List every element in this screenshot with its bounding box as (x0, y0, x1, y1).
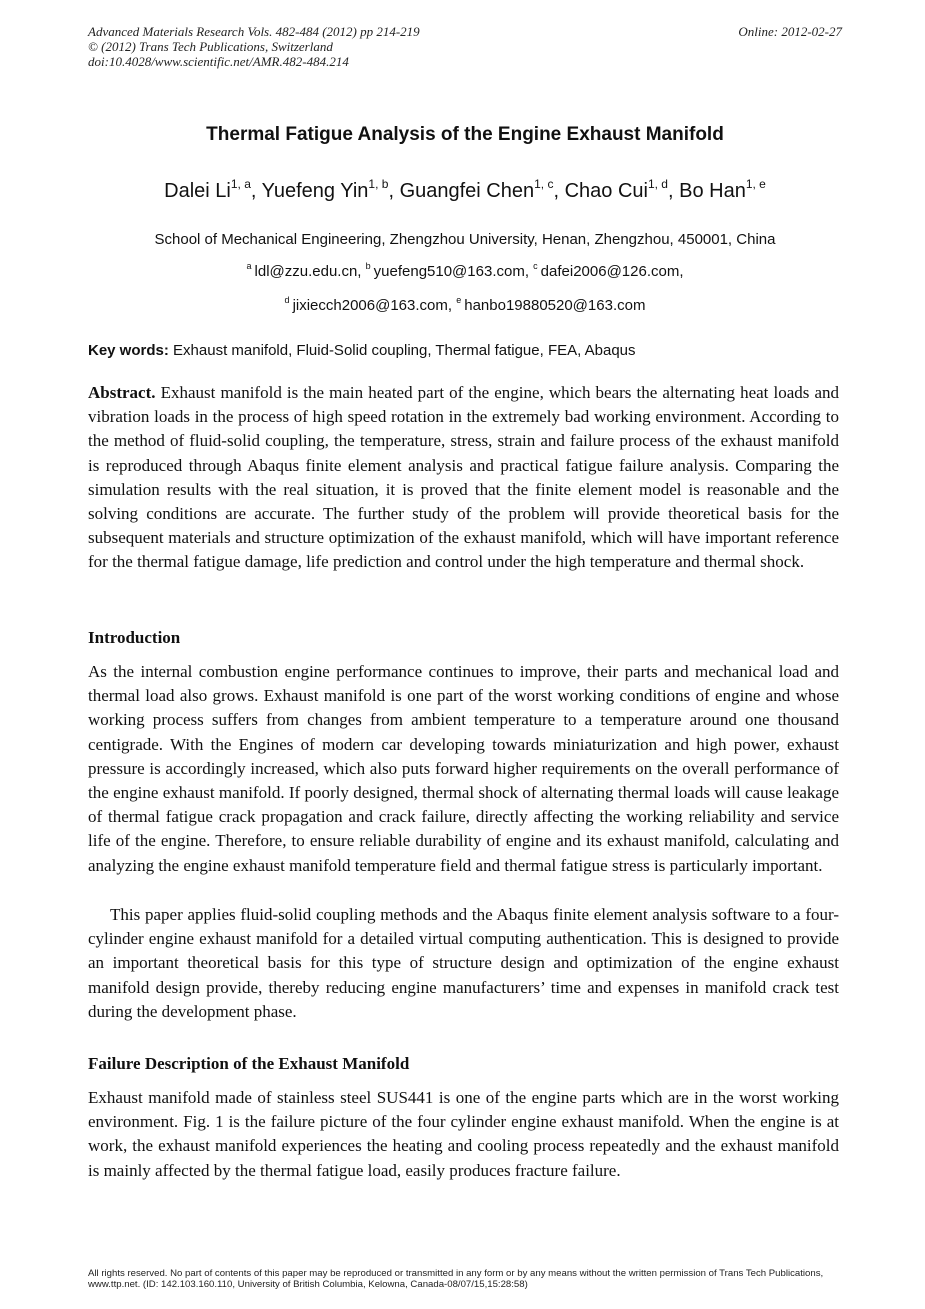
email-superscript: d (284, 295, 290, 305)
author-name: Yuefeng Yin (261, 180, 369, 202)
email-address: yuefeng510@163.com, (373, 263, 529, 280)
email-address: hanbo19880520@163.com (464, 297, 646, 314)
author-superscript: 1, c (534, 177, 554, 191)
author-superscript: 1, b (368, 177, 389, 191)
abstract-label: Abstract. (88, 383, 156, 402)
keywords-label: Key words: (88, 342, 169, 359)
section-heading-introduction: Introduction (88, 628, 181, 647)
running-header (88, 24, 842, 69)
doi-line: doi:10.4028/www.scientific.net/AMR.482-484.214 (88, 54, 349, 69)
email-superscript: c (533, 261, 538, 271)
affiliation: School of Mechanical Engineering, Zhengzhou University, Henan, Zhengzhou, 450001, China (154, 231, 776, 248)
paper-title: Thermal Fatigue Analysis of the Engine Exhaust Manifold (206, 124, 724, 145)
email-superscript: e (456, 295, 462, 305)
abstract-text: Exhaust manifold is the main heated part of the engine, which bears the alternating heat loads and vibration loads in the process of high speed rotation in the extremely bad working environment. According to the method of fluid-solid coupling, the temperature, stress, strain and failure process of the exhaust manifold is reproduced through Abaqus finite element analysis and practical fatigue failure analysis. Comparing the simulation results with the real situation, it is proved that the finite element model is reasonable and the solving conditions are accurate. The further study of the problem will provide theoretical basis for the subsequent materials and structure optimization of the exhaust manifold, which will have important reference for the thermal fatigue damage, life prediction and control under the high temperature and thermal shock. (88, 383, 839, 572)
journal-citation: Advanced Materials Research Vols. 482-484 (2012) pp 214-219 (88, 24, 420, 39)
failure-paragraph-1: Exhaust manifold made of stainless steel SUS441 is one of the engine parts which are in the worst working environment. Fig. 1 is the failure picture of the four cylinder engine exhaust manifold. When the engine is at work, the exhaust manifold experiences the heating and cooling process repeatedly and the exhaust manifold is mainly affected by the thermal fatigue load, easily produces fracture failure. (88, 1088, 839, 1180)
email-superscript: b (365, 261, 371, 271)
author-list: Dalei Li$^{1, a}$, Yuefeng Yin$^{1, b}$, Guangfei Chen$^{1, c}$, Chao Cui$^{1, d}$, Bo Han$^{1, e}$ (164, 177, 766, 202)
section-heading-failure: Failure Description of the Exhaust Manifold (88, 1054, 410, 1073)
email-superscript: a (246, 261, 252, 271)
author-superscript: 1, e (745, 177, 766, 191)
keywords (88, 342, 842, 359)
copyright-line: © (2012) Trans Tech Publications, Switzerland (88, 39, 333, 54)
author-name: Dalei Li (164, 180, 231, 202)
introduction-paragraph-2: This paper applies fluid-solid coupling methods and the Abaqus finite element analysis software to a four-cylinder engine exhaust manifold for a detailed virtual computing authentication. This is designed to provide an important theoretical basis for this type of structure design and optimization of the engine exhaust manifold design provide, thereby reducing engine manufacturers’ time and expenses in manifold crack test during the development phase. (88, 905, 839, 1021)
author-name: Bo Han (679, 180, 746, 202)
email-line-2 (88, 297, 842, 314)
introduction-paragraph-1: As the internal combustion engine performance continues to improve, their parts and mechanical load and thermal load also grows. Exhaust manifold is one part of the worst working conditions of engine and whose working process suffers from changes from ambient temperature to a temperature around one thousand centigrade. With the Engines of modern car developing towards miniaturization and high power, exhaust pressure is accordingly increased, which also puts forward higher requirements on the overall performance of the engine exhaust manifold. If poorly designed, thermal shock of alternating thermal loads will cause leakage of thermal fatigue crack propagation and crack failure, directly affecting the working reliability and service life of the engine. Therefore, to ensure reliable durability of engine and its exhaust manifold, calculating and analyzing the engine exhaust manifold temperature field and thermal fatigue stress is particularly important. (88, 662, 839, 875)
online-date: Online: 2012-02-27 (738, 24, 842, 39)
rights-footer: All rights reserved. No part of contents of this paper may be reproduced or transmitted in any form or by any means without the written permission of Trans Tech Publications, www.ttp.net. (ID: 142.103.160.110, University of British Columbia, Kelowna, Canada-08/07/15,15:28:58) (88, 1268, 824, 1290)
email-address: ldl@zzu.edu.cn, (254, 263, 362, 280)
author-name: Guangfei Chen (399, 180, 535, 202)
email-line-1 (88, 263, 842, 280)
author-name: Chao Cui (564, 180, 648, 202)
email-address: jixiecch2006@163.com, (292, 297, 453, 314)
email-address: dafei2006@126.com, (540, 263, 684, 280)
author-superscript: 1, d (647, 177, 668, 191)
author-superscript: 1, a (230, 177, 251, 191)
abstract-paragraph (88, 381, 839, 575)
keywords-text: Exhaust manifold, Fluid-Solid coupling, Thermal fatigue, FEA, Abaqus (173, 342, 636, 359)
